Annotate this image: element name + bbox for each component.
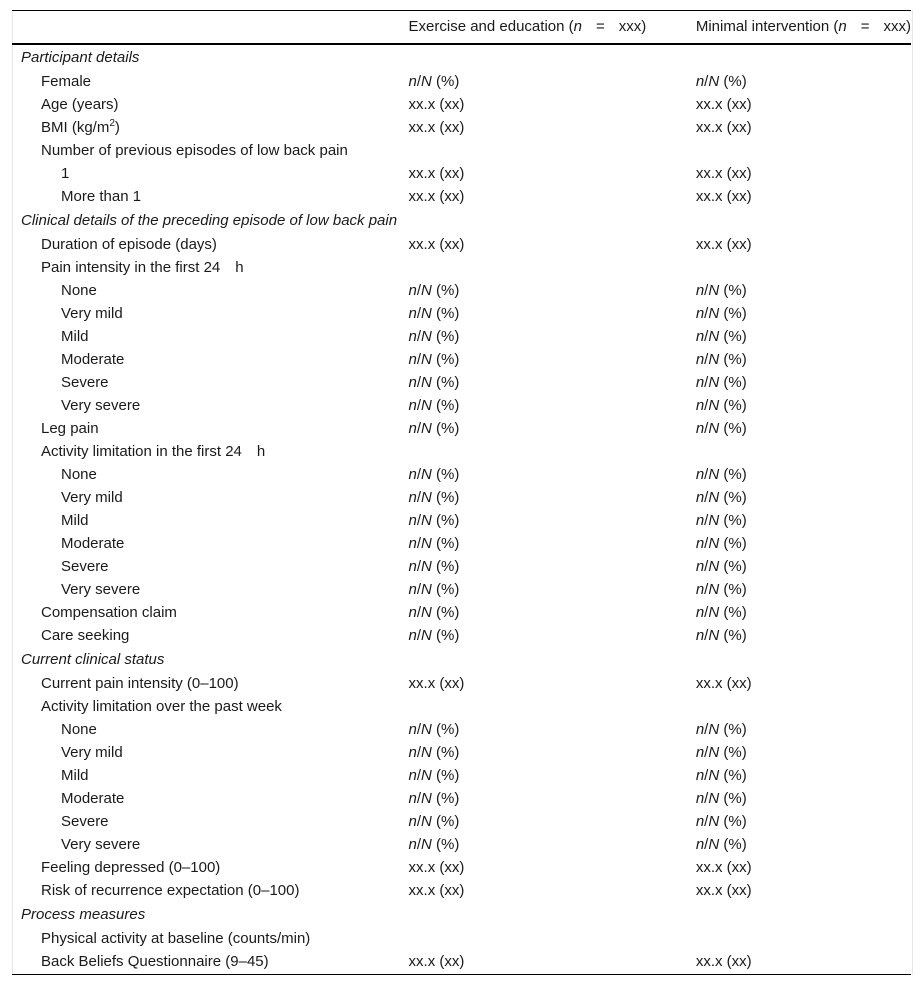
row-label: Severe bbox=[61, 557, 109, 575]
table-row bbox=[12, 325, 911, 348]
exercise-education-value: n/N (%) bbox=[408, 743, 460, 761]
exercise-education-value bbox=[399, 695, 686, 718]
minimal-intervention-value: xx.x (xx) bbox=[695, 235, 752, 253]
minimal-intervention-value: xx.x (xx) bbox=[695, 674, 752, 692]
exercise-education-value: n/N (%) bbox=[408, 350, 460, 368]
minimal-intervention-value: n/N (%) bbox=[695, 465, 747, 483]
table-row bbox=[12, 787, 911, 810]
exercise-education-value: n/N (%) bbox=[408, 327, 460, 345]
table-row bbox=[12, 741, 911, 764]
table-row bbox=[12, 185, 911, 208]
row-label: 1 bbox=[61, 164, 70, 182]
table-row bbox=[12, 555, 911, 578]
row-label: Very mild bbox=[61, 488, 123, 506]
section-row bbox=[12, 647, 911, 672]
row-label: Very severe bbox=[61, 580, 141, 598]
minimal-intervention-value: xx.x (xx) bbox=[695, 118, 752, 136]
table-row bbox=[12, 856, 911, 879]
table-row bbox=[12, 279, 911, 302]
row-label: Moderate bbox=[61, 350, 125, 368]
minimal-intervention-value bbox=[686, 139, 911, 162]
section-row bbox=[12, 208, 911, 233]
minimal-intervention-value bbox=[686, 927, 911, 950]
exercise-education-value: n/N (%) bbox=[408, 835, 460, 853]
exercise-education-value: xx.x (xx) bbox=[408, 95, 465, 113]
minimal-intervention-value: n/N (%) bbox=[695, 281, 747, 299]
minimal-intervention-value: xx.x (xx) bbox=[695, 95, 752, 113]
exercise-education-value: n/N (%) bbox=[408, 812, 460, 830]
exercise-education-value: n/N (%) bbox=[408, 281, 460, 299]
row-label: Duration of episode (days) bbox=[41, 235, 217, 253]
exercise-education-value: n/N (%) bbox=[408, 766, 460, 784]
header-col-exercise-education: Exercise and education (n = xxx) bbox=[399, 11, 686, 44]
minimal-intervention-value: xx.x (xx) bbox=[695, 164, 752, 182]
table-row bbox=[12, 879, 911, 902]
row-label: Severe bbox=[61, 373, 109, 391]
table-row bbox=[12, 718, 911, 741]
exercise-education-value: xx.x (xx) bbox=[408, 858, 465, 876]
table-row bbox=[12, 578, 911, 601]
row-label: Number of previous episodes of low back pain bbox=[41, 141, 348, 159]
row-label: None bbox=[61, 465, 97, 483]
exercise-education-value: n/N (%) bbox=[408, 373, 460, 391]
row-label: Very mild bbox=[61, 304, 123, 322]
exercise-education-value: n/N (%) bbox=[408, 72, 460, 90]
minimal-intervention-value: n/N (%) bbox=[695, 789, 747, 807]
row-label: None bbox=[61, 281, 97, 299]
exercise-education-value: n/N (%) bbox=[408, 603, 460, 621]
row-label: Physical activity at baseline (counts/min) bbox=[41, 929, 311, 947]
minimal-intervention-value: n/N (%) bbox=[695, 534, 747, 552]
table-row bbox=[12, 233, 911, 256]
table-row bbox=[12, 810, 911, 833]
row-label: Activity limitation in the first 24 h bbox=[41, 442, 266, 460]
table-row bbox=[12, 348, 911, 371]
minimal-intervention-value: n/N (%) bbox=[695, 766, 747, 784]
table-row bbox=[12, 509, 911, 532]
minimal-intervention-value: n/N (%) bbox=[695, 812, 747, 830]
minimal-intervention-value: n/N (%) bbox=[695, 580, 747, 598]
section-row bbox=[12, 44, 911, 70]
table-row bbox=[12, 463, 911, 486]
row-label: Activity limitation over the past week bbox=[41, 697, 282, 715]
exercise-education-value: n/N (%) bbox=[408, 396, 460, 414]
minimal-intervention-value: n/N (%) bbox=[695, 835, 747, 853]
exercise-education-value: xx.x (xx) bbox=[408, 881, 465, 899]
table-row bbox=[12, 417, 911, 440]
minimal-intervention-value bbox=[686, 695, 911, 718]
exercise-education-value bbox=[399, 440, 686, 463]
exercise-education-value bbox=[399, 256, 686, 279]
exercise-education-value: n/N (%) bbox=[408, 789, 460, 807]
row-label: Risk of recurrence expectation (0–100) bbox=[41, 881, 300, 899]
minimal-intervention-value: n/N (%) bbox=[695, 720, 747, 738]
row-label: Severe bbox=[61, 812, 109, 830]
exercise-education-value: n/N (%) bbox=[408, 488, 460, 506]
table-row bbox=[12, 672, 911, 695]
minimal-intervention-value: xx.x (xx) bbox=[695, 187, 752, 205]
row-label: Mild bbox=[61, 511, 89, 529]
section-row bbox=[12, 902, 911, 927]
row-label: Pain intensity in the first 24 h bbox=[41, 258, 244, 276]
row-label: Female bbox=[41, 72, 92, 90]
exercise-education-value: n/N (%) bbox=[408, 557, 460, 575]
minimal-intervention-value: n/N (%) bbox=[695, 72, 747, 90]
table-row bbox=[12, 624, 911, 647]
row-label: Leg pain bbox=[41, 419, 99, 437]
table-row bbox=[12, 70, 911, 93]
row-label: Age (years) bbox=[41, 95, 119, 113]
exercise-education-value: xx.x (xx) bbox=[408, 674, 465, 692]
table-row bbox=[12, 532, 911, 555]
minimal-intervention-value: n/N (%) bbox=[695, 603, 747, 621]
minimal-intervention-value: n/N (%) bbox=[695, 350, 747, 368]
minimal-intervention-value: n/N (%) bbox=[695, 557, 747, 575]
row-label: None bbox=[61, 720, 97, 738]
minimal-intervention-value: n/N (%) bbox=[695, 327, 747, 345]
row-label: BMI $(kg/m^2)$ bbox=[41, 117, 120, 136]
table-row bbox=[12, 833, 911, 856]
minimal-intervention-value: xx.x (xx) bbox=[686, 950, 911, 975]
exercise-education-value: xx.x (xx) bbox=[408, 118, 465, 136]
exercise-education-value: xx.x (xx) bbox=[408, 235, 465, 253]
table-row bbox=[12, 601, 911, 624]
row-label: Very severe bbox=[61, 835, 141, 853]
section-heading: Participant details bbox=[21, 48, 140, 66]
table-row bbox=[12, 139, 911, 162]
exercise-education-value: n/N (%) bbox=[408, 580, 460, 598]
table-row bbox=[12, 116, 911, 139]
minimal-intervention-value: n/N (%) bbox=[695, 304, 747, 322]
row-label: Very severe bbox=[61, 396, 141, 414]
row-label: Moderate bbox=[61, 789, 125, 807]
exercise-education-value: n/N (%) bbox=[408, 720, 460, 738]
row-label: Very mild bbox=[61, 743, 123, 761]
exercise-education-value: xx.x (xx) bbox=[408, 164, 465, 182]
minimal-intervention-value: n/N (%) bbox=[695, 488, 747, 506]
table-row bbox=[12, 927, 911, 950]
table-body bbox=[12, 44, 911, 975]
row-label: Care seeking bbox=[41, 626, 130, 644]
exercise-education-value: n/N (%) bbox=[408, 465, 460, 483]
table-row bbox=[12, 93, 911, 116]
table-row bbox=[12, 440, 911, 463]
exercise-education-value bbox=[399, 927, 686, 950]
minimal-intervention-value: n/N (%) bbox=[695, 626, 747, 644]
baseline-characteristics-table bbox=[12, 10, 911, 975]
exercise-education-value: xx.x (xx) bbox=[399, 950, 686, 975]
minimal-intervention-value: n/N (%) bbox=[695, 373, 747, 391]
minimal-intervention-value: xx.x (xx) bbox=[695, 881, 752, 899]
row-label: Mild bbox=[61, 327, 89, 345]
exercise-education-value: n/N (%) bbox=[408, 534, 460, 552]
table-row bbox=[12, 394, 911, 417]
minimal-intervention-value bbox=[686, 440, 911, 463]
row-label: Feeling depressed (0–100) bbox=[41, 858, 221, 876]
table-header-row bbox=[12, 11, 911, 44]
row-label: Moderate bbox=[61, 534, 125, 552]
row-label: Current pain intensity (0–100) bbox=[41, 674, 239, 692]
header-col-variable bbox=[12, 11, 399, 44]
minimal-intervention-value: n/N (%) bbox=[695, 396, 747, 414]
exercise-education-value: n/N (%) bbox=[408, 419, 460, 437]
table-row bbox=[12, 764, 911, 787]
table-row bbox=[12, 486, 911, 509]
exercise-education-value: n/N (%) bbox=[408, 304, 460, 322]
table-row bbox=[12, 695, 911, 718]
section-heading: Current clinical status bbox=[21, 650, 165, 668]
table-row bbox=[12, 162, 911, 185]
exercise-education-value: n/N (%) bbox=[408, 626, 460, 644]
exercise-education-value bbox=[399, 139, 686, 162]
table-row bbox=[12, 371, 911, 394]
table-row bbox=[12, 302, 911, 325]
section-heading: Process measures bbox=[21, 905, 146, 923]
minimal-intervention-value bbox=[686, 256, 911, 279]
row-label: More than 1 bbox=[61, 187, 142, 205]
minimal-intervention-value: n/N (%) bbox=[695, 419, 747, 437]
row-label: Compensation claim bbox=[41, 603, 177, 621]
row-label: Mild bbox=[61, 766, 89, 784]
table-row bbox=[12, 256, 911, 279]
section-heading: Clinical details of the preceding episode of low back pain bbox=[21, 211, 398, 229]
minimal-intervention-value: n/N (%) bbox=[695, 511, 747, 529]
minimal-intervention-value: xx.x (xx) bbox=[695, 858, 752, 876]
header-col-minimal-intervention: Minimal intervention (n = xxx) bbox=[686, 11, 911, 44]
exercise-education-value: n/N (%) bbox=[408, 511, 460, 529]
minimal-intervention-value: n/N (%) bbox=[695, 743, 747, 761]
row-label: Back Beliefs Questionnaire (9–45) bbox=[12, 950, 399, 975]
table-row bbox=[12, 950, 911, 975]
exercise-education-value: xx.x (xx) bbox=[408, 187, 465, 205]
